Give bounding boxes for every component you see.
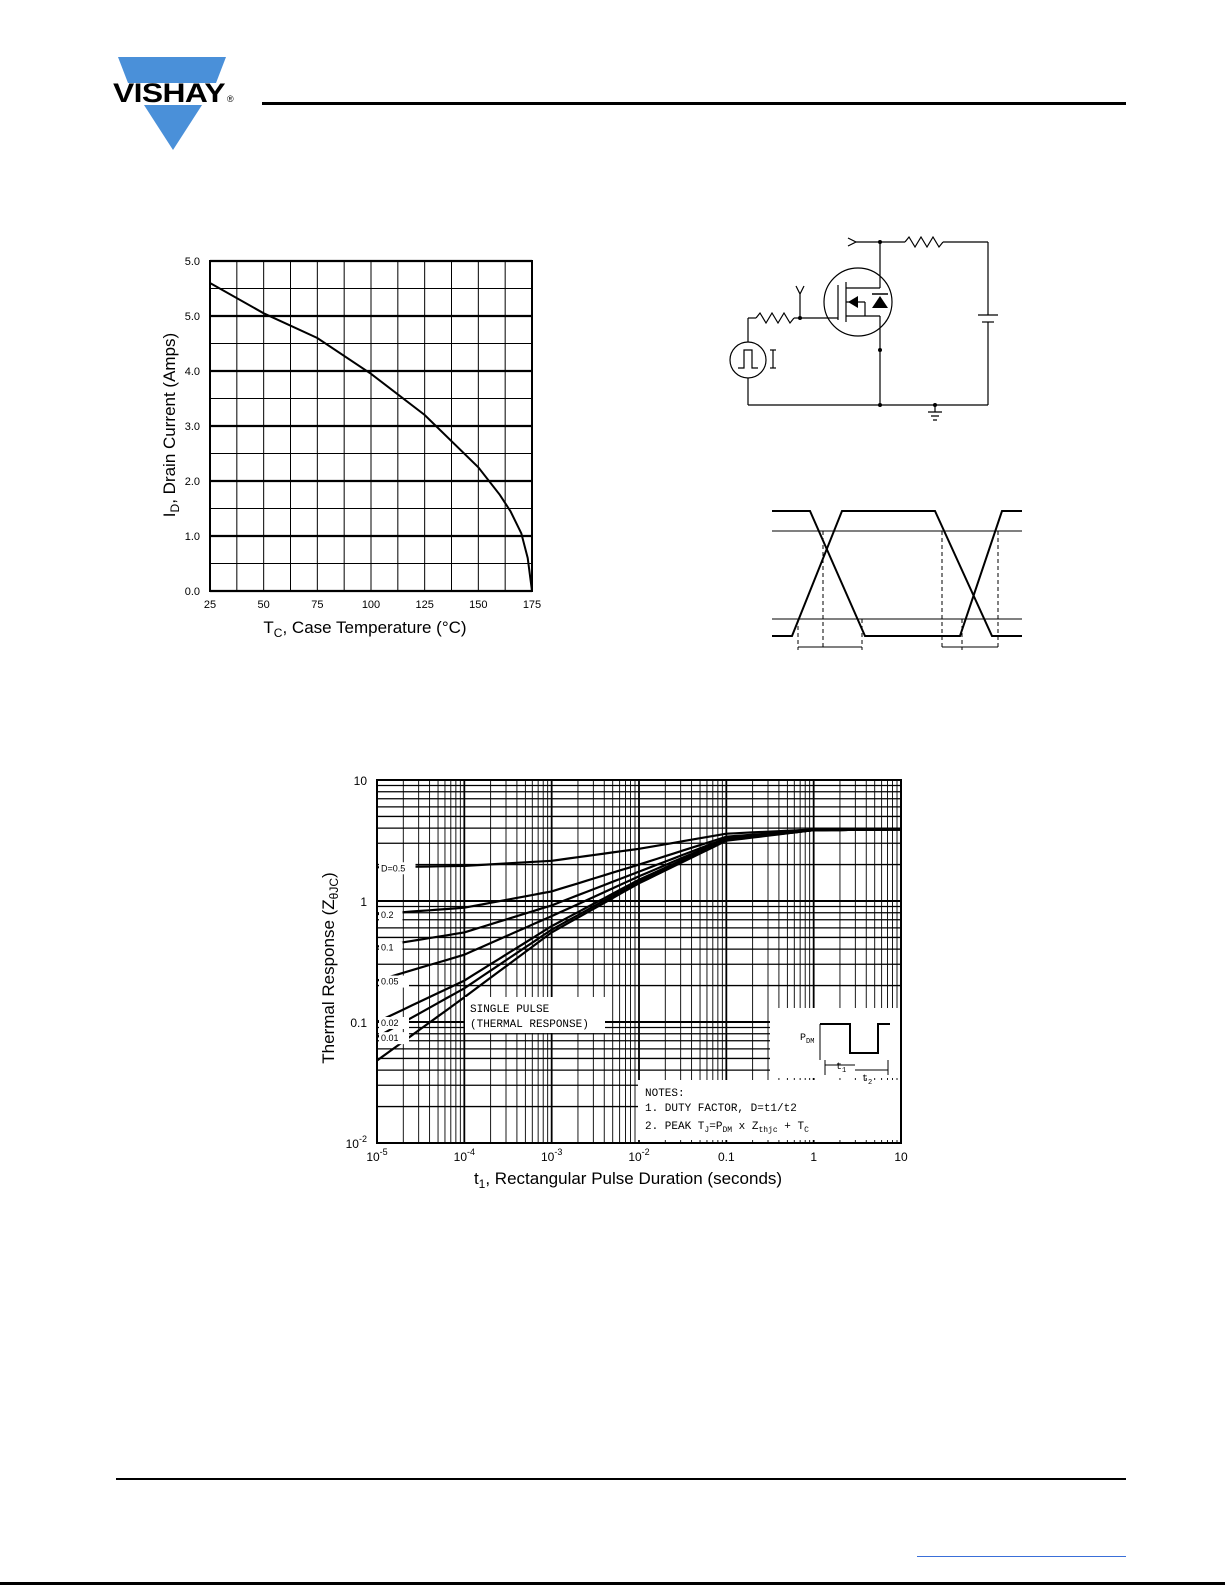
c2-x-tick-label: 1 <box>810 1150 818 1164</box>
logo-registered: ® <box>227 94 234 104</box>
c1-tick-labels <box>185 256 541 611</box>
load-resistor-icon <box>905 237 943 247</box>
note-1: 1. DUTY FACTOR, D=t1/t2 <box>645 1103 797 1115</box>
c2-x-tick-label: $10^{-4}$ <box>453 1147 476 1164</box>
c2-curve-label: D=0.5 <box>381 863 406 874</box>
c1-x-tick-label: 25 <box>203 599 217 611</box>
c1-x-tick-label: 175 <box>522 599 542 611</box>
vishay-logo <box>110 55 235 152</box>
c2-y-axis-label: Thermal Response $(Z_{\theta JC})$ <box>319 872 341 1064</box>
c2-y-tick-label: 1 <box>360 895 367 909</box>
inset-t1-label: $t_1$ <box>836 1062 847 1075</box>
waveform-output <box>772 511 1022 636</box>
c2-y-tick-label: $10^{-2}$ <box>345 1134 367 1151</box>
inset-t2-label: $t_2$ <box>862 1074 873 1087</box>
ground-icon <box>928 405 942 420</box>
c2-x-tick-label: 0.1 <box>717 1150 735 1164</box>
drain-current-chart <box>150 250 570 650</box>
c2-curve-label: 0.05 <box>381 976 399 987</box>
c1-y-tick-label: 2.0 <box>184 476 200 488</box>
c2-x-tick-label: $10^{-5}$ <box>366 1147 388 1164</box>
duty-cycle-inset <box>770 1008 900 1087</box>
c2-y-tick-label: 10 <box>353 774 367 788</box>
test-circuit-diagram <box>720 230 1000 425</box>
c1-x-tick-label: 125 <box>415 599 434 611</box>
c1-y-tick-label: 5.0 <box>184 311 200 323</box>
c2-curve-label: 0.1 <box>381 942 394 953</box>
c1-x-tick-label: 100 <box>361 599 381 611</box>
c1-y-tick-label: 3.0 <box>184 421 200 433</box>
footer-rule <box>116 1478 1126 1480</box>
logo-wordmark: VISHAY <box>113 78 226 108</box>
pulse-source-icon <box>730 342 766 378</box>
c1-y-tick-label: 5.0 <box>184 256 200 268</box>
notes-title: NOTES: <box>645 1088 685 1100</box>
c1-y-tick-label: 0.0 <box>184 586 200 598</box>
footer-link-underline[interactable] <box>917 1556 1126 1557</box>
c2-x-tick-label: $10^{-3}$ <box>540 1147 563 1164</box>
switching-waveform-diagram <box>770 500 1035 660</box>
channel-arrow-icon <box>848 296 858 308</box>
c1-y-tick-label: 4.0 <box>184 366 200 378</box>
c2-x-tick-label: $10^{-2}$ <box>628 1147 650 1164</box>
note-2: 2. PEAK $T_J=P_{DM}$ x $Z_{thjc} + T_C$ <box>645 1121 809 1135</box>
c1-x-tick-label: 50 <box>257 599 270 611</box>
inset-pdm-label: $P_{DM}$ <box>800 1033 815 1046</box>
body-diode-icon <box>872 296 888 308</box>
logo-triangle-bottom <box>144 105 202 150</box>
c2-y-tick-label: 0.1 <box>350 1016 367 1030</box>
c1-y-tick-label: 1.0 <box>184 531 200 543</box>
single-pulse-sublabel: (THERMAL RESPONSE) <box>470 1019 589 1031</box>
c2-x-axis-label: $t_1$, Rectangular Pulse Duration (seconds) <box>473 1169 783 1191</box>
c2-curve-label: 0.01 <box>381 1033 399 1044</box>
c1-x-tick-label: 75 <box>311 599 324 611</box>
thermal-response-chart <box>310 770 920 1200</box>
c2-curve-labels <box>379 862 416 1044</box>
c1-y-axis-label: $I_D$, Drain Current (Amps) <box>160 332 182 518</box>
gate-resistor-icon <box>756 313 794 323</box>
gate-terminal-icon <box>796 286 804 318</box>
c2-curve-label: 0.02 <box>381 1018 399 1028</box>
c2-curve-label: 0.2 <box>381 910 394 921</box>
c1-x-axis-label: $T_C$, Case Temperature (°C) <box>263 618 467 640</box>
drain-terminal-icon <box>848 238 856 246</box>
header-rule <box>262 102 1126 105</box>
c1-x-tick-label: 150 <box>469 599 488 611</box>
c2-x-tick-label: 10 <box>894 1150 908 1164</box>
single-pulse-label: SINGLE PULSE <box>470 1004 550 1016</box>
